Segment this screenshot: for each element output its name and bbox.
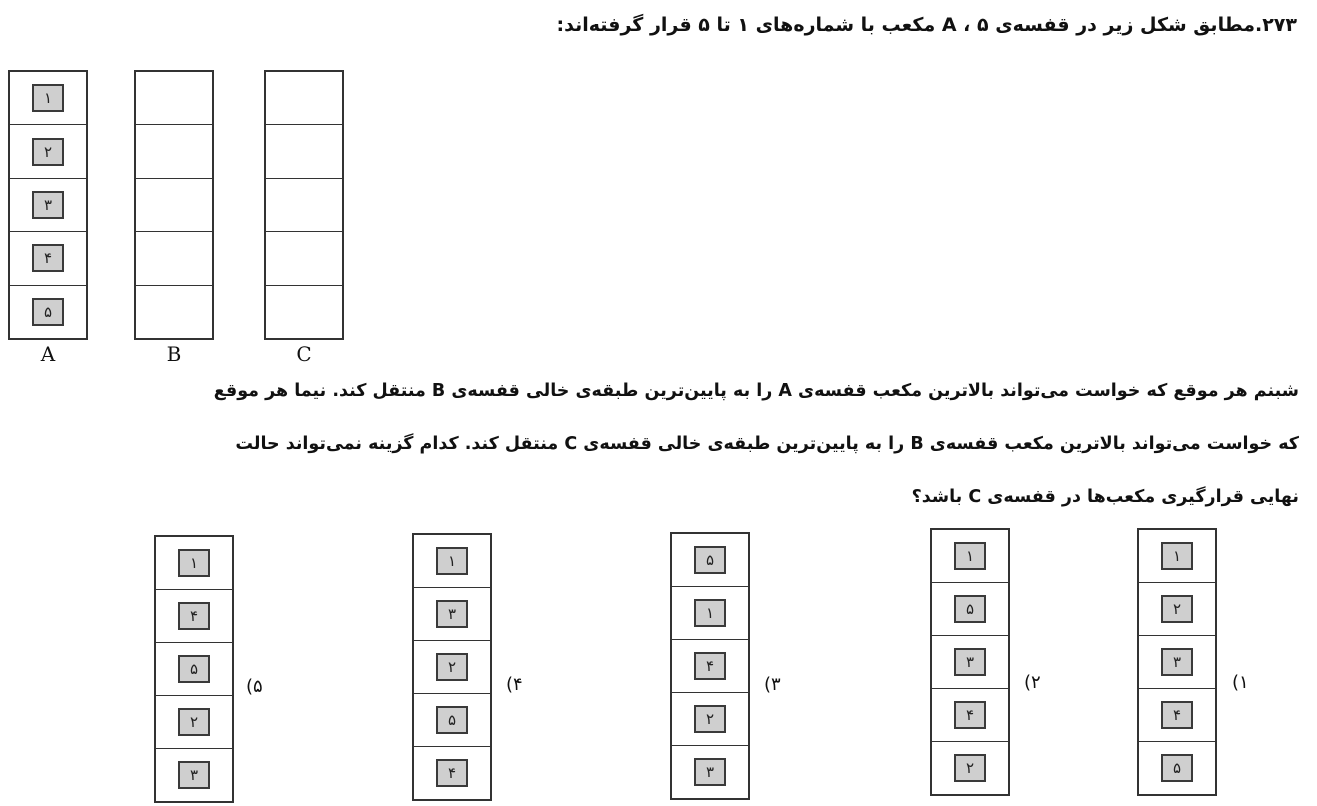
option-cube: ۱	[954, 542, 986, 570]
shelf-a-label: A	[40, 342, 56, 366]
option-cell	[414, 588, 490, 641]
option-2-label: (۲	[1024, 672, 1041, 693]
option-cell	[156, 537, 232, 590]
shelf-cube: ۱	[32, 84, 64, 112]
shelf-cell	[266, 72, 342, 125]
option-cell	[1139, 689, 1215, 742]
option-cell	[672, 640, 748, 693]
option-cell	[932, 689, 1008, 742]
option-cube: ۵	[1161, 754, 1193, 782]
option-cube: ۳	[436, 600, 468, 628]
shelf-cell	[136, 179, 212, 232]
option-cell	[672, 693, 748, 746]
option-cube: ۲	[1161, 595, 1193, 623]
option-cube: ۲	[694, 705, 726, 733]
shelf-c	[264, 70, 344, 340]
option-cube: ۴	[436, 759, 468, 787]
option-cell	[932, 636, 1008, 689]
option-cell	[1139, 636, 1215, 689]
option-5-shelf	[154, 535, 234, 803]
shelf-cube: ۳	[32, 191, 64, 219]
option-4-shelf	[412, 533, 492, 801]
option-cube: ۵	[954, 595, 986, 623]
option-cell	[932, 583, 1008, 636]
option-cube: ۲	[178, 708, 210, 736]
option-cell	[932, 530, 1008, 583]
option-cell	[672, 746, 748, 798]
option-cube: ۱	[694, 599, 726, 627]
question-title	[557, 10, 1297, 40]
question-title-text: مطابق شکل زیر در قفسه‌ی A ، ۵ مکعب با شماره‌های ۱ تا ۵ قرار گرفته‌اند:	[556, 14, 1255, 36]
option-cell	[672, 587, 748, 640]
shelf-a	[8, 70, 88, 340]
option-4-label: (۴	[506, 674, 523, 695]
option-cube: ۱	[178, 549, 210, 577]
option-1-label: (۱	[1232, 672, 1249, 693]
option-cube: ۴	[178, 602, 210, 630]
shelf-b-label: B	[166, 342, 182, 366]
shelf-cell	[136, 72, 212, 125]
option-cube: ۴	[694, 652, 726, 680]
option-2-shelf	[930, 528, 1010, 796]
shelf-cell	[266, 179, 342, 232]
option-cube: ۵	[436, 706, 468, 734]
option-cell	[156, 643, 232, 696]
shelf-cell	[10, 179, 86, 232]
option-cell	[156, 749, 232, 801]
option-cube: ۲	[954, 754, 986, 782]
option-cell	[1139, 742, 1215, 794]
shelf-cube: ۲	[32, 138, 64, 166]
option-cube: ۳	[178, 761, 210, 789]
option-cube: ۲	[436, 653, 468, 681]
option-cube: ۳	[1161, 648, 1193, 676]
option-cube: ۱	[1161, 542, 1193, 570]
shelf-cell	[266, 125, 342, 178]
question-number: ۲۷۳.	[1254, 14, 1297, 36]
problem-text-line-3: نهایی قرارگیری مکعب‌ها در قفسه‌ی C باشد؟	[911, 487, 1299, 507]
option-cell	[672, 534, 748, 587]
shelf-cell	[10, 125, 86, 178]
shelf-cell	[136, 125, 212, 178]
option-3-shelf	[670, 532, 750, 800]
option-cube: ۱	[436, 547, 468, 575]
shelf-cell	[10, 232, 86, 285]
option-cell	[156, 696, 232, 749]
option-cube: ۵	[694, 546, 726, 574]
shelf-cell	[136, 286, 212, 338]
shelf-cell	[136, 232, 212, 285]
option-cell	[156, 590, 232, 643]
option-cell	[1139, 583, 1215, 636]
shelf-cell	[10, 72, 86, 125]
problem-text-line-2: که خواست می‌تواند بالاترین مکعب قفسه‌ی B را به پایین‌ترین طبقه‌ی خالی قفسه‌ی C منتقل کند. کدام گزینه نمی‌تواند حالت	[235, 434, 1299, 454]
option-cell	[414, 535, 490, 588]
option-1-shelf	[1137, 528, 1217, 796]
option-5-label: (۵	[246, 676, 263, 697]
shelf-b	[134, 70, 214, 340]
option-cell	[414, 694, 490, 747]
shelf-cell	[10, 286, 86, 338]
shelf-cell	[266, 286, 342, 338]
shelf-c-label: C	[296, 342, 312, 366]
option-cell	[414, 641, 490, 694]
option-cell	[414, 747, 490, 799]
option-cube: ۳	[954, 648, 986, 676]
option-cube: ۳	[694, 758, 726, 786]
option-3-label: (۳	[764, 674, 781, 695]
shelf-cube: ۵	[32, 298, 64, 326]
option-cell	[1139, 530, 1215, 583]
option-cube: ۵	[178, 655, 210, 683]
option-cube: ۴	[954, 701, 986, 729]
shelf-cube: ۴	[32, 244, 64, 272]
option-cell	[932, 742, 1008, 794]
option-cube: ۴	[1161, 701, 1193, 729]
shelf-cell	[266, 232, 342, 285]
problem-text-line-1: شبنم هر موقع که خواست می‌تواند بالاترین مکعب قفسه‌ی A را به پایین‌ترین طبقه‌ی خالی قفسه‌ی B منتقل کند. نیما هر موقع	[213, 381, 1299, 401]
